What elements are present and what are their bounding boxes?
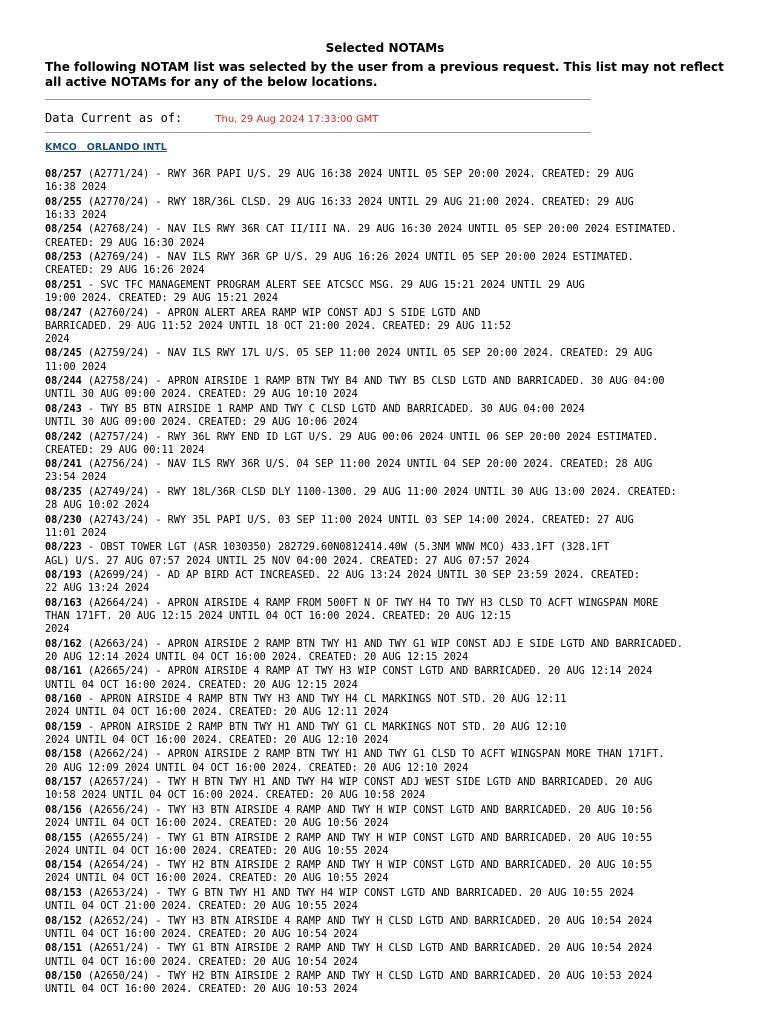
notam-id: 08/230 [45,514,82,526]
divider-bottom [45,132,591,133]
location-link[interactable]: KMCO ORLANDO INTL [45,142,167,153]
notam-entry [45,431,735,457]
notam-text: (A2749/24) - RWY 18L/36R CLSD DLY 1100-1300. 29 AUG 11:00 2024 UNTIL 30 AUG 13:00 2024. CREATED: 28 AUG 10:02 2024 [45,486,677,512]
notam-id: 08/150 [45,971,82,983]
notam-text: (A2664/24) - APRON AIRSIDE 4 RAMP FROM 500FT N OF TWY H4 TO TWY H3 CLSD TO ACFT WINGSPAN MORE THAN 171FT. 20 AUG 12:15 2024 UNTIL 04 OCT 16:00 2024. CREATED: 20 AUG 12:15 2024 [45,597,659,636]
notam-id: 08/158 [45,749,82,761]
notam-id: 08/151 [45,943,82,955]
notam-id: 08/253 [45,252,82,264]
notam-entry [45,223,735,249]
notam-entry [45,970,735,996]
page-title: Selected NOTAMs [325,41,445,55]
notam-entry [45,569,735,595]
notam-text: (A2756/24) - NAV ILS RWY 36R U/S. 04 SEP 11:00 2024 UNTIL 04 SEP 20:00 2024. CREATED: 28 AUG 23:54 2024 [45,459,653,484]
notam-entry [45,748,735,774]
notam-id: 08/156 [45,804,82,816]
notam-text: (A2760/24) - APRON ALERT AREA RAMP WIP CONST ADJ S SIDE LGTD AND BARRICADED. 29 AUG 11:52 2024 UNTIL 18 OCT 21:00 2024. CREATED: 29 AUG 11:52 2024 [45,307,512,345]
notam-text: - SVC TFC MANAGEMENT PROGRAM ALERT SEE ATCSCC MSG. 29 AUG 15:21 2024 UNTIL 29 AUG 19:00 2024. CREATED: 29 AUG 15:21 2024 [45,279,585,305]
notam-entry [45,693,735,719]
notam-list [45,168,735,998]
notam-text: (A2759/24) - NAV ILS RWY 17L U/S. 05 SEP 11:00 2024 UNTIL 05 SEP 20:00 2024. CREATED: 29 AUG 11:00 2024 [45,348,653,373]
notam-text: (A2650/24) - TWY H2 BTN AIRSIDE 2 RAMP AND TWY H CLSD LGTD AND BARRICADED. 20 AUG 10:53 2024 UNTIL 04 OCT 16:00 2024. CREATED: 20 AUG 10:53 2024 [45,971,653,996]
notam-entry [45,458,735,484]
notam-text: - OBST TOWER LGT (ASR 1030350) 282729.60N0812414.40W (5.3NM WNW MCO) 433.1FT (328.1FT AGL) U/S. 27 AUG 07:57 2024 UNTIL 25 NOV 04:00 2024. CREATED: 27 AUG 07:57 2024 [45,542,610,567]
notam-entry [45,776,735,802]
notam-text: (A2663/24) - APRON AIRSIDE 2 RAMP BTN TWY H1 AND TWY G1 WIP CONST ADJ E SIDE LGTD AND BARRICADED. 20 AUG 12:14 2024 UNTIL 04 OCT 16:00 2024. CREATED: 20 AUG 12:15 2024 [45,638,683,663]
notam-id: 08/254 [45,224,82,236]
notam-entry [45,887,735,913]
data-current-row [45,107,378,126]
notam-id: 08/243 [45,403,82,415]
notam-id: 08/251 [45,279,82,291]
notam-entry [45,279,735,305]
notam-entry [45,665,735,691]
notam-entry [45,721,735,747]
notam-id: 08/161 [45,666,82,678]
notam-id: 08/257 [45,169,82,180]
notam-id: 08/245 [45,348,82,360]
data-current-timestamp: Thu, 29 Aug 2024 17:33:00 GMT [215,114,379,125]
notam-entry [45,307,735,347]
notam-text: (A2653/24) - TWY G BTN TWY H1 AND TWY H4 WIP CONST LGTD AND BARRICADED. 20 AUG 10:55 2024 UNTIL 04 OCT 21:00 2024. CREATED: 20 AUG 10:55 2024 [45,887,634,913]
notam-entry [45,375,735,401]
notam-text: (A2770/24) - RWY 18R/36L CLSD. 29 AUG 16:33 2024 UNTIL 29 AUG 21:00 2024. CREATED: 29 AUG 16:33 2024 [45,196,634,221]
notam-text: (A2654/24) - TWY H2 BTN AIRSIDE 2 RAMP AND TWY H WIP CONST LGTD AND BARRICADED. 20 AUG 10:55 2024 UNTIL 04 OCT 16:00 2024. CREATED: 20 AUG 10:55 2024 [45,860,653,885]
notam-text: (A2771/24) - RWY 36R PAPI U/S. 29 AUG 16:38 2024 UNTIL 05 SEP 20:00 2024. CREATED: 29 AUG 16:38 2024 [45,169,634,194]
notam-text: (A2662/24) - APRON AIRSIDE 2 RAMP BTN TWY H1 AND TWY G1 CLSD TO ACFT WINGSPAN MORE THAN 171FT. 20 AUG 12:09 2024 UNTIL 04 OCT 16:00 2024. CREATED: 20 AUG 12:10 2024 [45,749,665,774]
notam-id: 08/154 [45,860,82,872]
notam-id: 08/162 [45,638,82,650]
notam-text: (A2758/24) - APRON AIRSIDE 1 RAMP BTN TWY B4 AND TWY B5 CLSD LGTD AND BARRICADED. 30 AUG 04:00 UNTIL 30 AUG 09:00 2024. CREATED: 29 AUG 10:10 2024 [45,376,665,401]
notam-entry [45,942,735,968]
notam-id: 08/223 [45,542,82,554]
notam-id: 08/157 [45,777,82,789]
notam-entry [45,859,735,885]
notam-text: (A2769/24) - NAV ILS RWY 36R GP U/S. 29 AUG 16:26 2024 UNTIL 05 SEP 20:00 2024 ESTIMATED. CREATED: 29 AUG 16:26 2024 [45,252,634,277]
notam-text: - TWY B5 BTN AIRSIDE 1 RAMP AND TWY C CLSD LGTD AND BARRICADED. 30 AUG 04:00 2024 UNTIL 30 AUG 09:00 2024. CREATED: 29 AUG 10:06 2024 [45,403,585,429]
notam-entry [45,196,735,222]
notam-text: (A2655/24) - TWY G1 BTN AIRSIDE 2 RAMP AND TWY H WIP CONST LGTD AND BARRICADED. 20 AUG 10:55 2024 UNTIL 04 OCT 16:00 2024. CREATED: 20 AUG 10:55 2024 [45,832,653,857]
notam-entry [45,486,735,512]
notam-id: 08/241 [45,459,82,471]
notam-id: 08/193 [45,570,82,582]
notam-text: (A2699/24) - AD AP BIRD ACT INCREASED. 22 AUG 13:24 2024 UNTIL 30 SEP 23:59 2024. CREATED: 22 AUG 13:24 2024 [45,570,640,595]
intro-text: The following NOTAM list was selected by the user from a previous request. This list may not reflect all active NOTAMs for any of the below locations. [45,60,724,89]
notam-text: (A2652/24) - TWY H3 BTN AIRSIDE 4 RAMP AND TWY H CLSD LGTD AND BARRICADED. 20 AUG 10:54 2024 UNTIL 04 OCT 16:00 2024. CREATED: 20 AUG 10:54 2024 [45,915,653,940]
notam-text: - APRON AIRSIDE 4 RAMP BTN TWY H3 AND TWY H4 CL MARKINGS NOT STD. 20 AUG 12:11 2024 UNTIL 04 OCT 16:00 2024. CREATED: 20 AUG 12:11 2024 [45,694,567,719]
notam-entry [45,541,735,567]
notam-entry [45,403,735,429]
notam-text: (A2768/24) - NAV ILS RWY 36R CAT II/III NA. 29 AUG 16:30 2024 UNTIL 05 SEP 20:00 2024 ESTIMATED. CREATED: 29 AUG 16:30 2024 [45,224,677,249]
notam-entry [45,915,735,941]
divider-top [45,99,591,100]
notam-entry [45,804,735,830]
notam-entry [45,168,735,194]
notam-id: 08/155 [45,832,82,844]
notam-id: 08/159 [45,721,82,733]
notam-id: 08/242 [45,431,82,443]
notam-id: 08/244 [45,376,82,388]
notam-text: (A2743/24) - RWY 35L PAPI U/S. 03 SEP 11:00 2024 UNTIL 03 SEP 14:00 2024. CREATED: 27 AUG 11:01 2024 [45,514,634,539]
data-current-label: Data Current as of: [45,111,183,125]
notam-entry [45,251,735,277]
notam-entry [45,514,735,540]
notam-text: - APRON AIRSIDE 2 RAMP BTN TWY H1 AND TWY G1 CL MARKINGS NOT STD. 20 AUG 12:10 2024 UNTIL 04 OCT 16:00 2024. CREATED: 20 AUG 12:10 2024 [45,721,567,746]
notam-text: (A2757/24) - RWY 36L RWY END ID LGT U/S. 29 AUG 00:06 2024 UNTIL 06 SEP 20:00 2024 ESTIMATED. CREATED: 29 AUG 00:11 2024 [45,431,659,456]
notam-entry [45,597,735,637]
notam-text: (A2657/24) - TWY H BTN TWY H1 AND TWY H4 WIP CONST ADJ WEST SIDE LGTD AND BARRICADED. 20 AUG 10:58 2024 UNTIL 04 OCT 16:00 2024. CREATED: 20 AUG 10:58 2024 [45,777,653,802]
notam-id: 08/163 [45,597,82,609]
notam-id: 08/235 [45,486,82,498]
notam-entry [45,638,735,664]
notam-id: 08/160 [45,694,82,706]
notam-id: 08/255 [45,196,82,208]
notam-entry [45,832,735,858]
notam-text: (A2656/24) - TWY H3 BTN AIRSIDE 4 RAMP AND TWY H WIP CONST LGTD AND BARRICADED. 20 AUG 10:56 2024 UNTIL 04 OCT 16:00 2024. CREATED: 20 AUG 10:56 2024 [45,804,653,830]
notam-id: 08/153 [45,887,82,899]
notam-text: (A2651/24) - TWY G1 BTN AIRSIDE 2 RAMP AND TWY H CLSD LGTD AND BARRICADED. 20 AUG 10:54 2024 UNTIL 04 OCT 16:00 2024. CREATED: 20 AUG 10:54 2024 [45,943,653,968]
notam-id: 08/247 [45,307,82,319]
notam-id: 08/152 [45,915,82,927]
notam-text: (A2665/24) - APRON AIRSIDE 4 RAMP AT TWY H3 WIP CONST LGTD AND BARRICADED. 20 AUG 12:14 2024 UNTIL 04 OCT 16:00 2024. CREATED: 20 AUG 12:15 2024 [45,666,653,691]
notam-entry [45,347,735,373]
